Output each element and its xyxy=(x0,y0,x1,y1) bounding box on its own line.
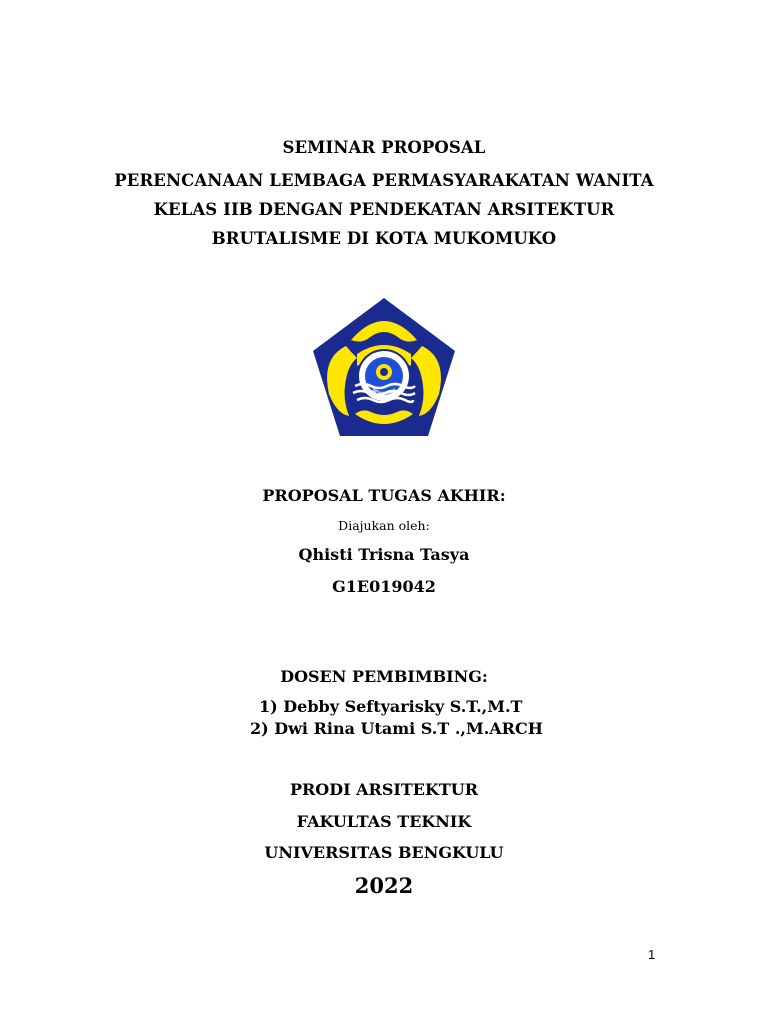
author-name: Qhisti Trisna Tasya xyxy=(298,545,470,564)
faculty-name: FAKULTAS TEKNIK xyxy=(296,812,472,831)
submitted-by-label: Diajukan oleh: xyxy=(338,518,430,533)
student-id: G1E019042 xyxy=(332,577,436,596)
university-name: UNIVERSITAS BENGKULU xyxy=(264,843,504,862)
university-emblem-icon xyxy=(311,296,457,438)
title-line-3: BRUTALISME DI KOTA MUKOMUKO xyxy=(211,229,557,248)
emblem-ring-top: UNIVERSITAS xyxy=(367,351,401,363)
proposal-label: PROPOSAL TUGAS AKHIR: xyxy=(262,486,506,505)
year: 2022 xyxy=(354,873,414,898)
emblem-ring-bottom: BENGKULU xyxy=(371,387,397,396)
advisor-2: 2) Dwi Rina Utami S.T .,M.ARCH xyxy=(250,719,543,738)
title-line-1: PERENCANAAN LEMBAGA PERMASYARAKATAN WANITA xyxy=(114,171,654,190)
advisors-label: DOSEN PEMBIMBING: xyxy=(280,667,488,686)
page-number: 1 xyxy=(648,947,656,962)
program-name: PRODI ARSITEKTUR xyxy=(289,780,479,799)
title-line-2: KELAS IIB DENGAN PENDEKATAN ARSITEKTUR xyxy=(153,200,615,219)
advisor-1: 1) Debby Seftyarisky S.T.,M.T xyxy=(259,697,523,716)
seminar-heading: SEMINAR PROPOSAL xyxy=(282,138,486,157)
